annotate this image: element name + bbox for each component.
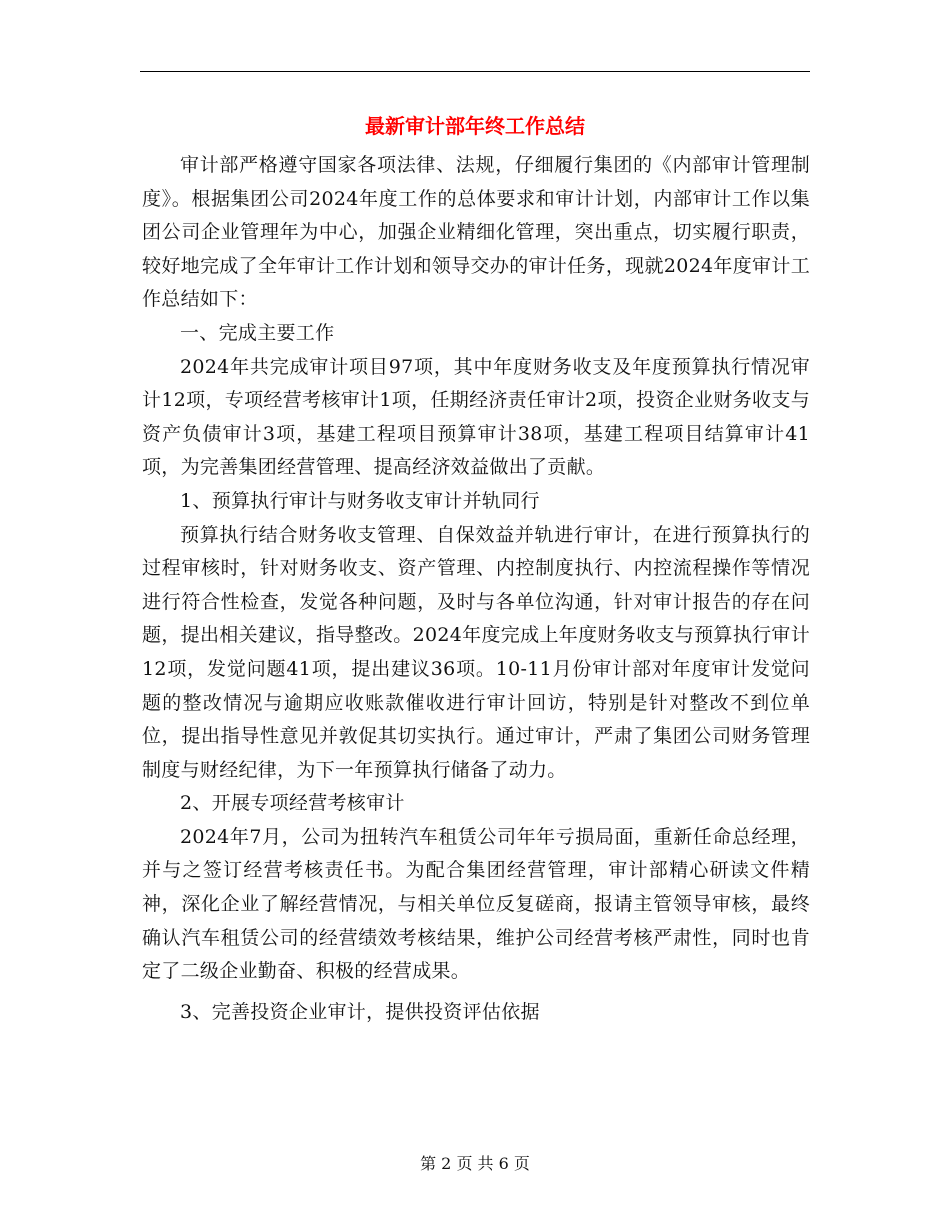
- paragraph-summary: 2024年共完成审计项目97项，其中年度财务收支及年度预算执行情况审计12项，专项经营考核审计1项，任期经济责任审计2项，投资企业财务收支与资产负债审计3项，基建工程项目预算审计38项，基建工程项目结算审计41项，为完善集团经营管理、提高经济效益做出了贡献。: [142, 355, 810, 479]
- document-title: 最新审计部年终工作总结: [365, 114, 585, 138]
- document-body: [142, 149, 810, 1029]
- paragraph-special-audit: 2024年7月，公司为扭转汽车租赁公司年年亏损局面，重新任命总经理，并与之签订经营考核责任书。为配合集团经营管理，审计部精心研读文件精神，深化企业了解经营情况，与相关单位反复磋商，报请主管领导审核，最终确认汽车租赁公司的经营绩效考核结果，维护公司经营考核严肃性，同时也肯定了二级企业勤奋、积极的经营成果。: [142, 825, 810, 983]
- section-heading-main-work: 一、完成主要工作: [180, 321, 335, 344]
- page-number-label: 第 2 页 共 6 页: [420, 1154, 530, 1173]
- paragraph-budget-audit: 预算执行结合财务收支管理、自保效益并轨进行审计，在进行预算执行的过程审核时，针对财务收支、资产管理、内控制度执行、内控流程操作等情况进行符合性检查，发觉各种问题，及时与各单位沟通，针对审计报告的存在问题，提出相关建议，指导整改。2024年度完成上年度财务收支与预算执行审计12项，发觉问题41项，提出建议36项。10-11月份审计部对年度审计发觉问题的整改情况与逾期应收账款催收进行审计回访，特别是针对整改不到位单位，提出指导性意见并敦促其切实执行。通过审计，严肃了集团公司财务管理制度与财经纪律，为下一年预算执行储备了动力。: [142, 523, 810, 781]
- header-rule: [140, 71, 810, 72]
- subheading-investment-audit: 3、完善投资企业审计，提供投资评估依据: [180, 1000, 540, 1023]
- subheading-budget-audit: 1、预算执行审计与财务收支审计并轨同行: [180, 489, 540, 512]
- page-footer: [0, 1152, 950, 1176]
- paragraph-intro: 审计部严格遵守国家各项法律、法规，仔细履行集团的《内部审计管理制度》。根据集团公司2024年度工作的总体要求和审计计划，内部审计工作以集团公司企业管理年为中心，加强企业精细化管理，突出重点，切实履行职责，较好地完成了全年审计工作计划和领导交办的审计任务，现就2024年度审计工作总结如下：: [142, 154, 810, 311]
- subheading-special-audit: 2、开展专项经营考核审计: [180, 792, 405, 815]
